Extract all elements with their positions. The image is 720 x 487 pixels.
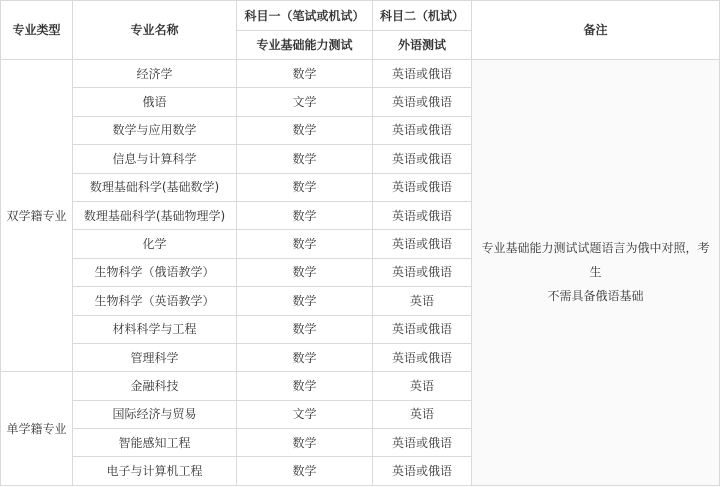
major-name-cell: 材料科学与工程	[73, 315, 237, 343]
subject-two-cell: 英语或俄语	[373, 201, 472, 229]
major-name-cell: 化学	[73, 230, 237, 258]
subject-two-cell: 英语或俄语	[373, 429, 472, 457]
subject-one-cell: 数学	[237, 60, 373, 88]
subject-one-cell: 数学	[237, 201, 373, 229]
subject-one-cell: 文学	[237, 400, 373, 428]
major-name-cell: 俄语	[73, 88, 237, 116]
major-type-cell: 单学籍专业	[1, 372, 73, 486]
table-body	[1, 60, 720, 486]
subject-two-cell: 英语或俄语	[373, 60, 472, 88]
major-name-cell: 信息与计算科学	[73, 145, 237, 173]
subject-two-cell: 英语	[373, 372, 472, 400]
subject-two-cell: 英语或俄语	[373, 315, 472, 343]
major-name-cell: 智能感知工程	[73, 429, 237, 457]
subject-one-cell: 数学	[237, 116, 373, 144]
subject-two-cell: 英语或俄语	[373, 116, 472, 144]
header-subject-two-sub: 外语测试	[373, 31, 472, 60]
remark-cell	[472, 60, 720, 486]
subject-two-cell: 英语或俄语	[373, 173, 472, 201]
major-name-cell: 生物科学（英语教学）	[73, 287, 237, 315]
subject-two-cell: 英语或俄语	[373, 343, 472, 371]
subject-one-cell: 文学	[237, 88, 373, 116]
subject-one-cell: 数学	[237, 258, 373, 286]
major-name-cell: 国际经济与贸易	[73, 400, 237, 428]
subject-one-cell: 数学	[237, 343, 373, 371]
major-name-cell: 数理基础科学(基础物理学)	[73, 201, 237, 229]
header-subject-one-sub: 专业基础能力测试	[237, 31, 373, 60]
subject-one-cell: 数学	[237, 230, 373, 258]
major-name-cell: 金融科技	[73, 372, 237, 400]
header-major-type: 专业类型	[1, 1, 73, 60]
major-name-cell: 生物科学（俄语教学）	[73, 258, 237, 286]
subject-one-cell: 数学	[237, 145, 373, 173]
subject-one-cell: 数学	[237, 372, 373, 400]
subject-two-cell: 英语或俄语	[373, 258, 472, 286]
major-name-cell: 数理基础科学(基础数学)	[73, 173, 237, 201]
subject-one-cell: 数学	[237, 315, 373, 343]
header-subject-one: 科目一（笔试或机试）	[237, 1, 373, 31]
subject-two-cell: 英语或俄语	[373, 230, 472, 258]
major-name-cell: 管理科学	[73, 343, 237, 371]
subject-two-cell: 英语	[373, 287, 472, 315]
subject-two-cell: 英语或俄语	[373, 88, 472, 116]
header-remark: 备注	[472, 1, 720, 60]
major-name-cell: 数学与应用数学	[73, 116, 237, 144]
subject-two-cell: 英语或俄语	[373, 145, 472, 173]
remark-text-line2: 不需具备俄语基础	[547, 289, 644, 304]
subject-one-cell: 数学	[237, 173, 373, 201]
subject-two-cell: 英语或俄语	[373, 457, 472, 485]
header-major-name: 专业名称	[73, 1, 237, 60]
header-subject-two: 科目二（机试）	[373, 1, 472, 31]
major-name-cell: 电子与计算机工程	[73, 457, 237, 485]
table-row	[1, 60, 720, 88]
subject-one-cell: 数学	[237, 429, 373, 457]
subject-two-cell: 英语	[373, 400, 472, 428]
subject-one-cell: 数学	[237, 287, 373, 315]
subject-one-cell: 数学	[237, 457, 373, 485]
major-type-cell: 双学籍专业	[1, 60, 73, 372]
major-name-cell: 经济学	[73, 60, 237, 88]
remark-text-line1: 专业基础能力测试试题语言为俄中对照，考生	[481, 241, 710, 280]
